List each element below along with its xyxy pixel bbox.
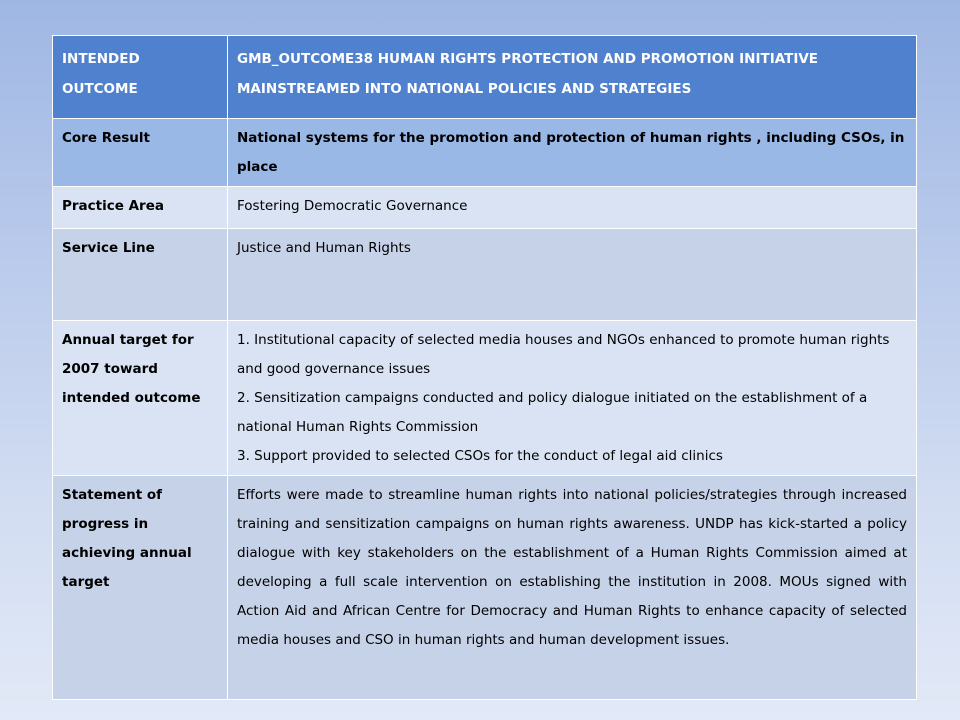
core-result-label: Core Result [53, 119, 228, 187]
annual-target-row [53, 321, 917, 476]
intended-outcome-label: INTENDED OUTCOME [53, 36, 228, 119]
annual-target-item: 2. Sensitization campaigns conducted and policy dialogue initiated on the establishment of a national Human Rights Commission [237, 390, 868, 435]
statement-of-progress-value: Efforts were made to streamline human rights into national policies/strategies through increased training and sensitization campaigns on human rights awareness. UNDP has kick-started a policy dialogue with key stakeholders on the establishment of a Human Rights Commission aimed at developing a full scale intervention on establishing the institution in 2008. MOUs signed with Action Aid and African Centre for Democracy and Human Rights to enhance capacity of selected media houses and CSO in human rights and human development issues. [228, 476, 917, 700]
core-result-value: National systems for the promotion and protection of human rights , including CSOs, in place [228, 119, 917, 187]
annual-target-list [228, 321, 917, 476]
statement-of-progress-label: Statement of progress in achieving annual target [53, 476, 228, 700]
service-line-label: Service Line [53, 229, 228, 321]
core-result-row [53, 119, 917, 187]
outcome-table [52, 35, 917, 700]
service-line-row [53, 229, 917, 321]
annual-target-item: 3. Support provided to selected CSOs for the conduct of legal aid clinics [237, 448, 723, 464]
practice-area-row [53, 187, 917, 229]
intended-outcome-value: GMB_OUTCOME38 HUMAN RIGHTS PROTECTION AND PROMOTION INITIATIVE MAINSTREAMED INTO NATIONAL POLICIES AND STRATEGIES [228, 36, 917, 119]
annual-target-label: Annual target for 2007 toward intended outcome [53, 321, 228, 476]
practice-area-value: Fostering Democratic Governance [228, 187, 917, 229]
service-line-value: Justice and Human Rights [228, 229, 917, 321]
practice-area-label: Practice Area [53, 187, 228, 229]
statement-of-progress-row [53, 476, 917, 700]
annual-target-item: 1. Institutional capacity of selected media houses and NGOs enhanced to promote human rights and good governance issues [237, 332, 890, 377]
intended-outcome-row [53, 36, 917, 119]
